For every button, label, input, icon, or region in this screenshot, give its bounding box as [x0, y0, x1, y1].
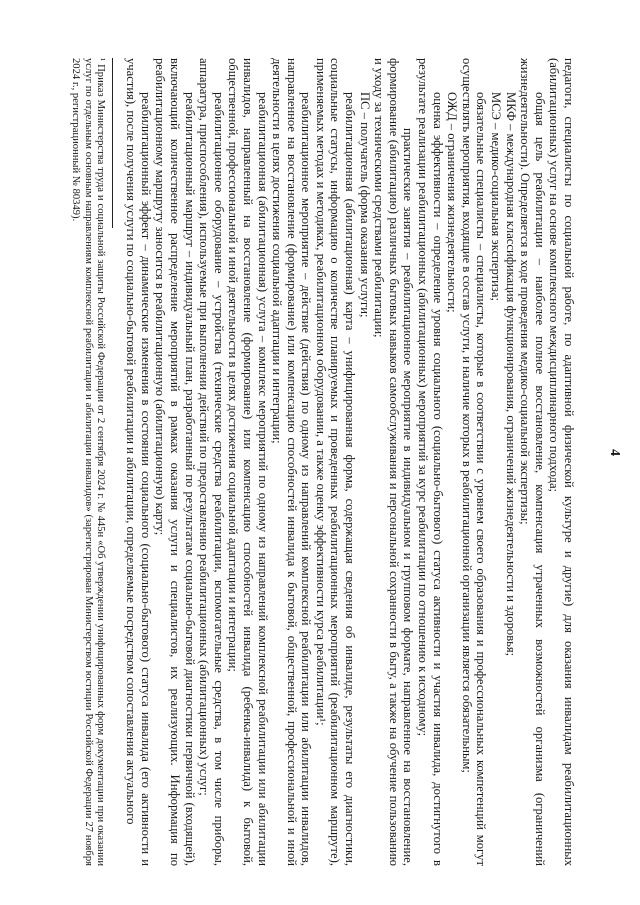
paragraph: общая цель реабилитации – наиболее полное восстановление, компенсация утраченных возможностей организма (ограничений жизнедеятельности). Определяется в ходе проведения медико-социальной экспертизы;	[518, 58, 547, 866]
paragraph: МКФ – международная классификация функционирования, ограничений жизнедеятельности и здоровья;	[503, 92, 518, 657]
paragraph: реабилитационный эффект – динамические изменения в состоянии социального (социально-бытового) статуса инвалида (его активности и участия), после получения услуги по социально-бытовой реабилитации и абилитации, определяемые посредством сопоставления актуального	[124, 58, 153, 866]
paragraph: МСЭ – медико-социальная экспертиза;	[489, 92, 504, 301]
footnote: ¹ Приказ Министерства труда и социальной защиты Российской Федерации от 2 сентября 2024 г. № 445н «Об утверждении унифицированных форм документации при оказании услуг по отдельным основным направлениям комплексной реабилитации и абилитации инвалидов» (зарегистрирован Министерством юстиции Российской Федерации 27 ноября 2024 г., регистрационный № 80349).	[70, 58, 106, 866]
paragraph: педагоги, специалисты по социальной работе, по адаптивной физической культуре и другие) для оказания инвалидам реабилитационных (абилитационных) услуг на основе комплексного междисциплинарного подхода;	[547, 58, 576, 866]
paragraph: реабилитационная (абилитационная) услуга – комплекс мероприятий по одному из направлений комплексной реабилитации или абилитации инвалидов, направленный на восстановление (формирование) или компенсацию способностей инвалида (ребенка-инвалида) к бытовой, общественной, профессиональной и иной деятельности в целях достижения социальной адаптации и интеграции;	[226, 58, 270, 866]
footnote-separator	[112, 58, 113, 228]
paragraph: реабилитационное оборудование – устройства (технические средства реабилитации, вспомогательные средства, в том числе приборы, аппаратура, приспособления), используемые при выполнении действий по предоставлению реабилитационных (абилитационных) услуг;	[197, 58, 226, 866]
paragraph: практические занятия – реабилитационное мероприятие в индивидуальном и групповом формате, направленное на восстановление, формирование (абилитацию) различных бытовых навыков самообслуживания и персональной сохранности в быту, а также на обучение пользованию и уходу за техническими средствами реабилитации;	[372, 58, 416, 866]
paragraph: ОЖД – ограничения жизнедеятельности;	[445, 92, 460, 313]
paragraph: оценка эффективности – определение уровня социального (социально-бытового) статуса активности и участия инвалида, достигнутого в результате реализации реабилитационных (абилитационных) мероприятий за курс реабилитации по отношению к исходному;	[416, 58, 445, 866]
paragraph: реабилитационный маршрут – индивидуальный план, разработанный по результатам социально-бытовой диагностики первичной (входящей), включающий количественное распределение мероприятий в рамках оказания услуги и специалистов, их реализующих. Информация по реабилитационному маршруту заносится в реабилитационную (абилитационную) карту;	[153, 58, 197, 866]
paragraph: реабилитационное мероприятие – действие (действия) по одному из направлений комплексной реабилитации или абилитации инвалидов, направленное на восстановление (формирование) или компенсацию способностей инвалида к бытовой, общественной, профессиональной и иной деятельности в целях достижения социальной адаптации и интеграции;	[270, 58, 314, 866]
page-number: 4	[607, 449, 622, 456]
paragraph: реабилитационная (абилитационная) карта – унифицированная форма, содержащая сведения об инвалиде, результаты его диагностики, социальные статусы, информацию о количестве планируемых и проведенных реабилитационных мероприятий (реабилитационном маршруте), применяемых методах и методиках, реабилитационном оборудовании, а также оценку эффективности курса реабилитации¹;	[313, 58, 358, 866]
paragraph: обязательные специалисты – специалисты, которые в соответствии с уровнем своего образования и профессиональных компетенций могут осуществлять мероприятия, входящие в состав услуги, и наличие которых в реабилитационной организации является обязательным;	[459, 58, 489, 866]
paragraph: ПС – получатель (форма оказания услуги;	[357, 92, 372, 318]
definitions-text	[124, 58, 576, 866]
